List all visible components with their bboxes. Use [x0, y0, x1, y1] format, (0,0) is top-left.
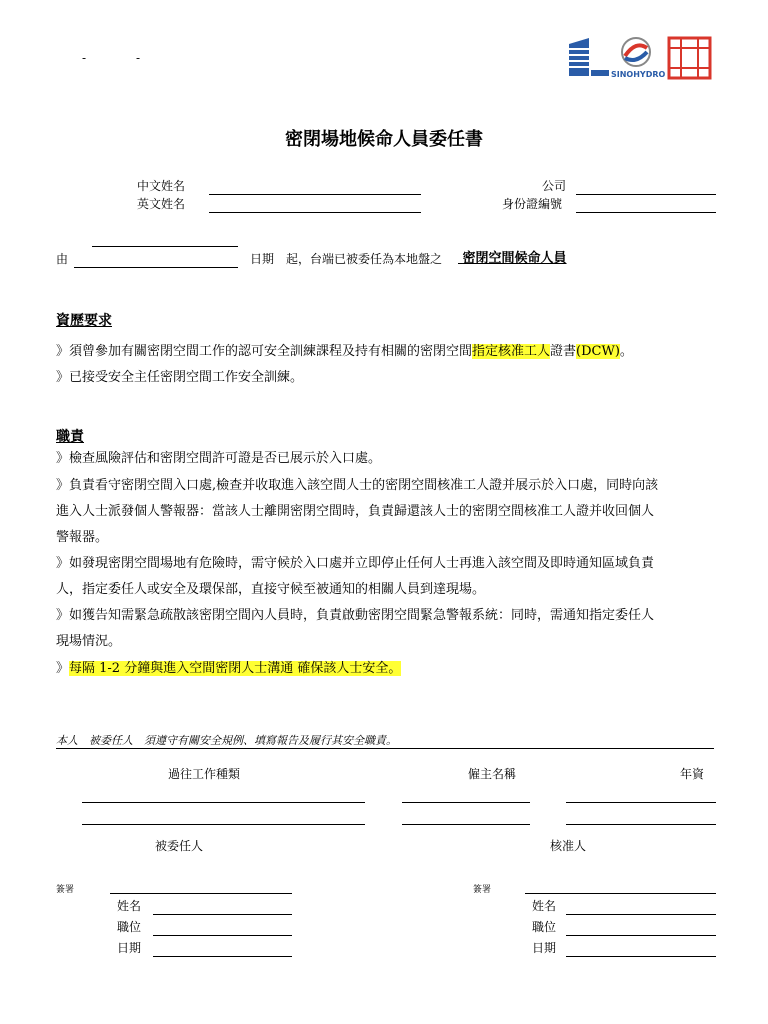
duties-heading: 職責 [56, 429, 84, 445]
experience-col-employer: 僱主名稱 [468, 767, 517, 781]
approver-position-field[interactable] [566, 935, 716, 936]
duty-item-4-line-2: 現場情況。 [56, 634, 122, 649]
appointee-position-label: 職位 [117, 920, 142, 934]
duty-item-3-line-2: 人，指定委任人或安全及環保部，直接守候至被通知的相關人員到達現場。 [56, 582, 486, 597]
duty-item-4-line-1: 》如獲告知需緊急疏散該密閉空間內人員時，負責啟動密閉空間緊急警報系統：同時，需通知指定委任人 [56, 608, 655, 623]
experience-years-field-1[interactable] [566, 802, 716, 803]
sinohydro-logo-text: SINOHYDRO [611, 70, 666, 79]
appointee-position-field[interactable] [153, 935, 292, 936]
approver-name-field[interactable] [566, 914, 716, 915]
appointee-heading: 被委任人 [155, 839, 204, 853]
appointee-name-field[interactable] [153, 914, 292, 915]
experience-work-type-field-2[interactable] [82, 824, 365, 825]
duty-item-3-line-1: 》如發現密閉空間場地有危險時，需守候於入口處并立即停止任何人士再進入該空間及即時通知區域負責 [56, 556, 655, 571]
experience-col-work-type: 過往工作種類 [168, 767, 241, 781]
appointer-field[interactable] [74, 267, 238, 268]
red-grid-logo-icon [667, 36, 712, 80]
appointee-sign-field[interactable] [110, 893, 292, 894]
approver-date-label: 日期 [532, 941, 557, 955]
header-dash-right: - [136, 51, 141, 65]
experience-work-type-field-1[interactable] [82, 802, 365, 803]
qualification-item-2: 》已接受安全主任密閉空間工作安全訓練。 [56, 370, 304, 385]
duty-item-5: 》每隔 1-2 分鐘與進入空間密閉人士溝通 確保該人士安全。 [56, 661, 402, 676]
approver-date-field[interactable] [566, 956, 716, 957]
experience-employer-field-1[interactable] [402, 802, 530, 803]
english-name-label: 英文姓名 [137, 197, 186, 211]
highlight-communication: 每隔 1-2 分鐘與進入空間密閉人士溝通 確保該人士安全。 [69, 661, 402, 676]
approver-heading: 核准人 [550, 839, 587, 853]
company-label: 公司 [542, 179, 567, 193]
duty-item-2-line-1: 》負責看守密閉空間入口處,檢查并收取進入該空間人士的密閉空間核准工人證并展示於入口處，同時向該 [56, 478, 659, 493]
appointee-date-label: 日期 [117, 941, 142, 955]
from-label: 由 [56, 252, 69, 266]
qualifications-heading: 資歷要求 [56, 313, 112, 329]
chinese-name-field[interactable] [209, 194, 421, 195]
appointee-sign-label: 簽署 [56, 885, 75, 895]
declaration-text: 本人 被委任人 須遵守有關安全規例、填寫報告及履行其安全職責。 [56, 734, 397, 747]
id-number-field[interactable] [576, 212, 716, 213]
declaration-divider [56, 748, 714, 749]
approver-sign-field[interactable] [525, 893, 716, 894]
appointment-role: 密閉空間候命人員 [462, 251, 567, 266]
approver-name-label: 姓名 [532, 899, 557, 913]
duty-item-2-line-2: 進入人士派發個人警報器：當該人士離開密閉空間時，負責歸還該人士的密閉空間核准工人證并收回個人 [56, 504, 655, 519]
experience-employer-field-2[interactable] [402, 824, 530, 825]
sinohydro-logo [611, 36, 666, 80]
approver-position-label: 職位 [532, 920, 557, 934]
header-dash-left: - [82, 51, 87, 65]
appointment-date-text: 日期 起，台端已被委任為本地盤之 [250, 252, 443, 266]
company-field[interactable] [576, 194, 716, 195]
appointee-name-label: 姓名 [117, 899, 142, 913]
appointee-date-field[interactable] [153, 956, 292, 957]
experience-col-years: 年資 [680, 767, 705, 781]
company-logos [567, 36, 712, 80]
qualification-item-1: 》須曾參加有關密閉空間工作的認可安全訓練課程及持有相關的密閉空間指定核准工人證書(DCW)。 [56, 344, 633, 359]
duty-item-2-line-3: 警報器。 [56, 530, 109, 545]
english-name-field[interactable] [209, 212, 421, 213]
chinese-name-label: 中文姓名 [137, 179, 186, 193]
duty-item-1: 》檢查風險評估和密閉空間許可證是否已展示於入口處。 [56, 451, 382, 466]
approver-sign-label: 簽署 [473, 885, 492, 895]
sinohydro-emblem-icon [611, 36, 661, 72]
highlight-dcw: (DCW) [576, 344, 620, 359]
experience-years-field-2[interactable] [566, 824, 716, 825]
page-title: 密閉場地候命人員委任書 [285, 129, 483, 150]
appointer-upper-field[interactable] [92, 246, 238, 247]
id-number-label: 身份證編號 [502, 197, 563, 211]
highlight-dcw-worker: 指定核准工人 [472, 344, 551, 359]
